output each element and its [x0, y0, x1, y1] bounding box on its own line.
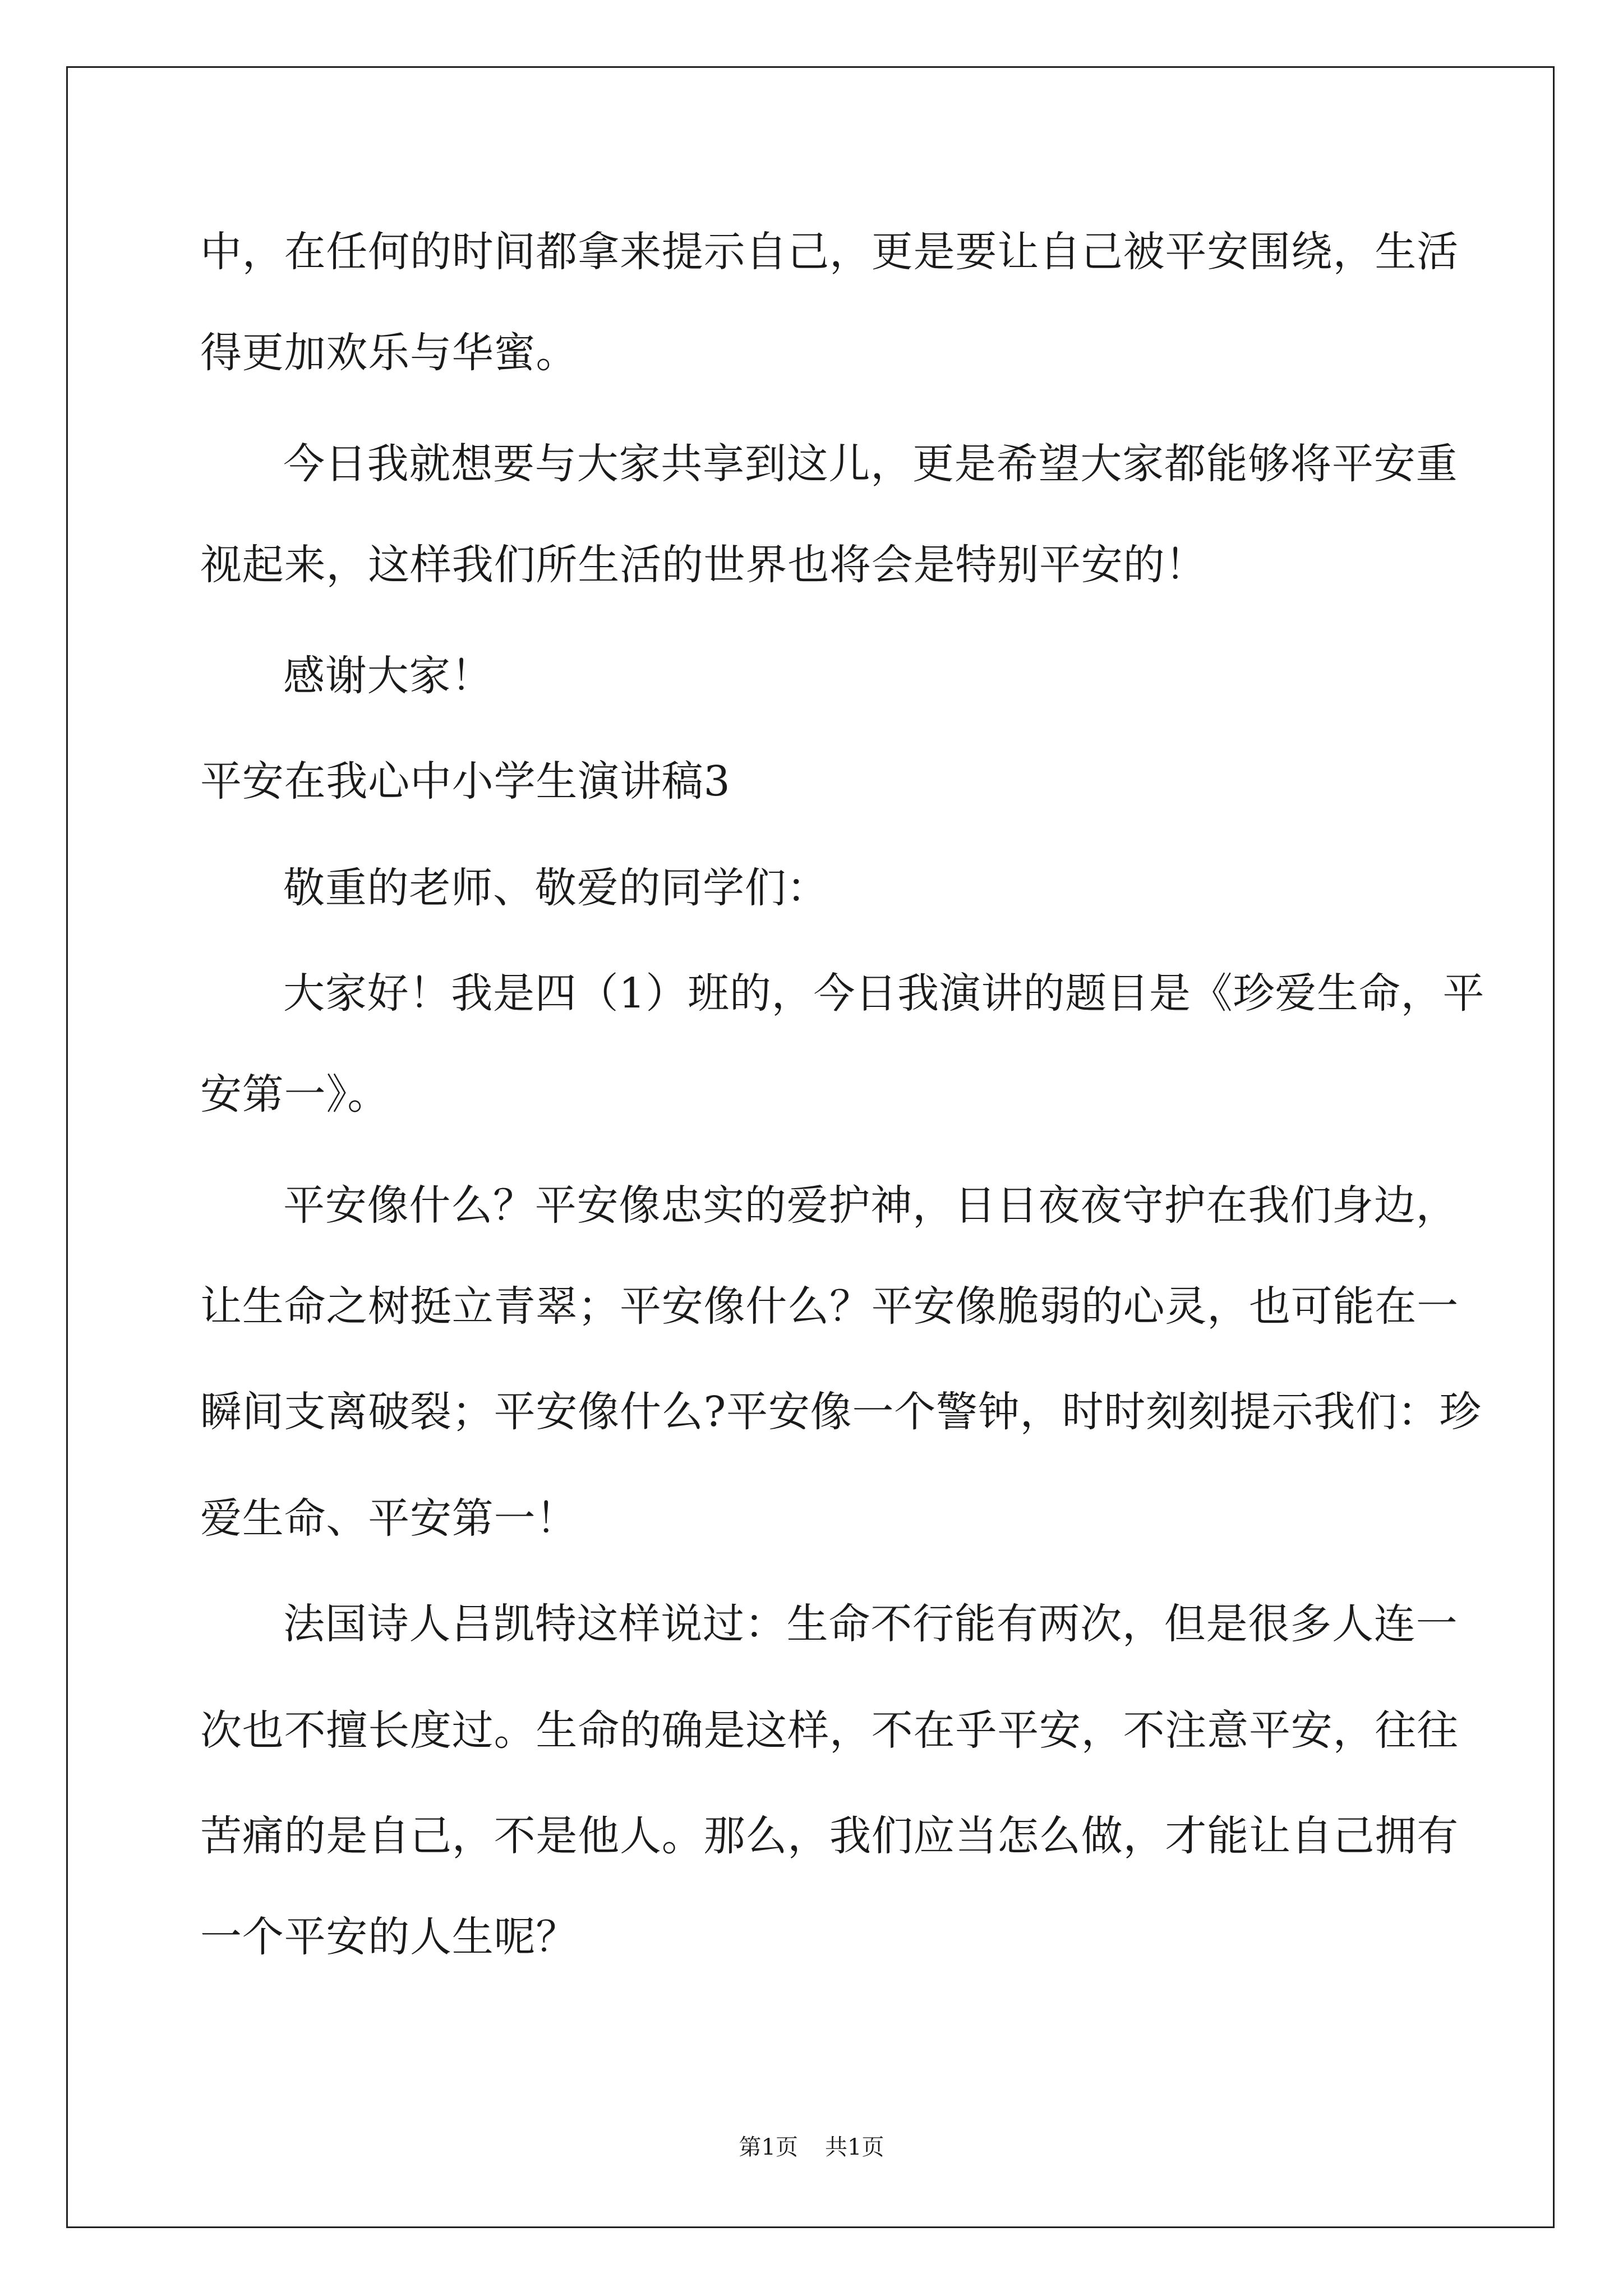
text-line: 瞬间支离破裂；平安像什么?平安像一个警钟，时时刻刻提示我们：珍: [200, 1388, 1482, 1436]
text-line: 让生命之树挺立青翠；平安像什么？平安像脆弱的心灵，也可能在一: [200, 1282, 1459, 1331]
text-line: 得更加欢乐与华蜜。: [200, 329, 578, 377]
section-heading: 平安在我心中小学生演讲稿3: [200, 757, 731, 806]
text-line: 大家好！我是四（1）班的，今日我演讲的题目是《珍爱生命，平: [283, 969, 1485, 1018]
text-line: 苦痛的是自己，不是他人。那么，我们应当怎么做，才能让自己拥有: [200, 1812, 1459, 1860]
page-total: 共1页: [825, 2134, 884, 2160]
text-line: 次也不擅长度过。生命的确是这样，不在乎平安，不注意平安，往往: [200, 1706, 1459, 1755]
text-line: 一个平安的人生呢？: [200, 1913, 578, 1961]
text-line: 感谢大家！: [283, 652, 493, 700]
page-border: [66, 66, 1555, 2228]
text-line: 爱生命、平安第一！: [200, 1494, 578, 1543]
text-line: 中，在任何的时间都拿来提示自己，更是要让自己被平安围绕，生活: [200, 228, 1459, 276]
page-footer: [0, 2133, 1623, 2161]
text-line: 今日我就想要与大家共享到这儿，更是希望大家都能够将平安重: [283, 440, 1458, 488]
text-line: 敬重的老师、敬爱的同学们：: [283, 864, 829, 912]
text-line: 视起来，这样我们所生活的世界也将会是特别平安的！: [200, 541, 1207, 589]
page-number: 第1页: [739, 2134, 798, 2160]
text-line: 法国诗人吕凯特这样说过：生命不行能有两次，但是很多人连一: [283, 1600, 1458, 1648]
text-line: 安第一》。: [200, 1070, 389, 1119]
text-line: 平安像什么？平安像忠实的爱护神，日日夜夜守护在我们身边，: [283, 1181, 1458, 1230]
